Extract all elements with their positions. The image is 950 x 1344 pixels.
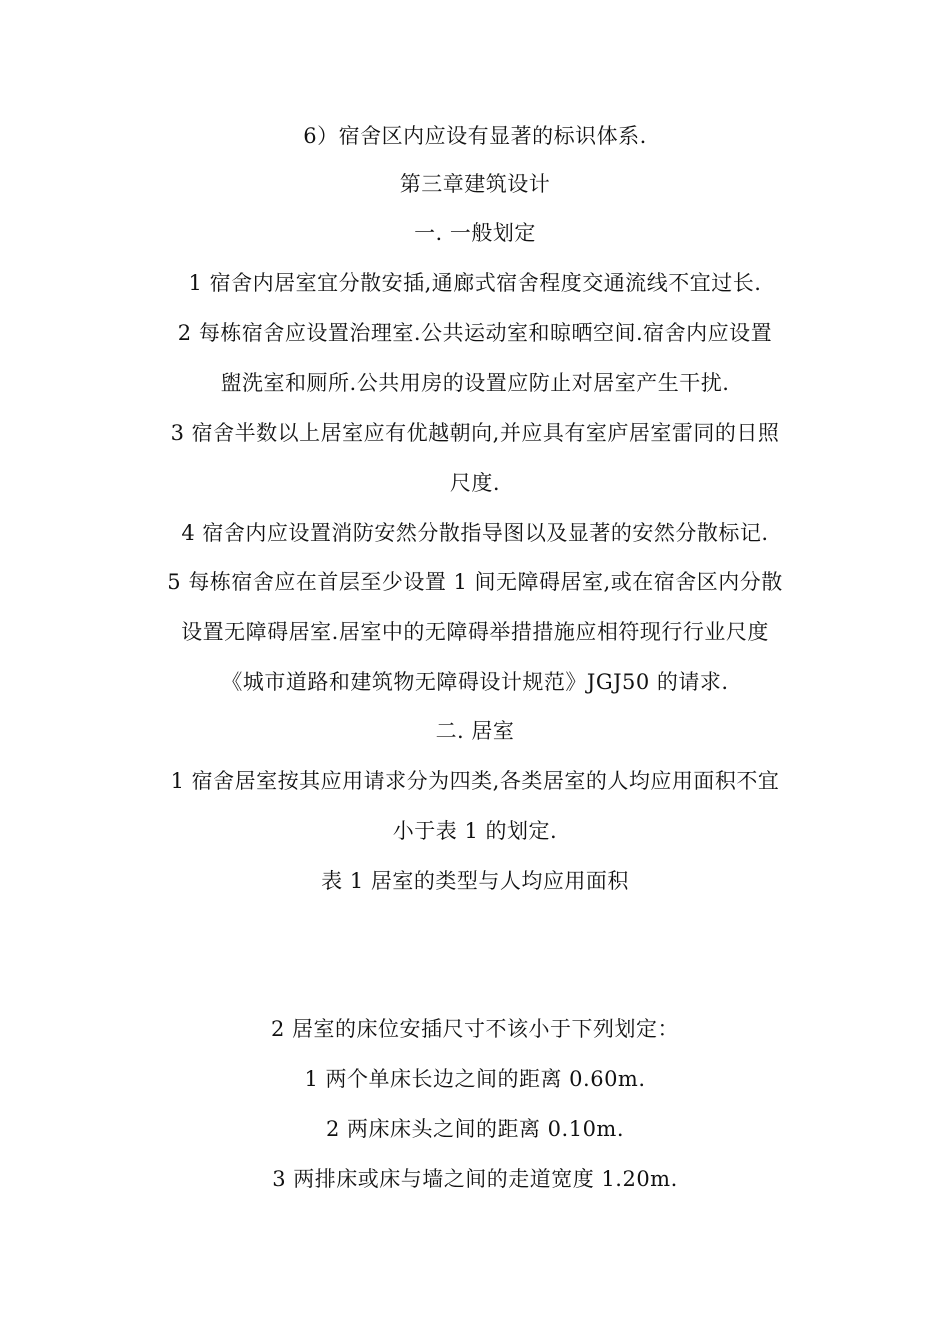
rooms-paragraph-1-line-1: 1 宿舍居室按其应用请求分为四类,各类居室的人均应用面积不宜 xyxy=(170,769,780,793)
paragraph-2-line-2: 盥洗室和厕所.公共用房的设置应防止对居室产生干扰. xyxy=(220,371,730,395)
rooms-paragraph-2: 2 居室的床位安插尺寸不该小于下列划定： xyxy=(270,1017,680,1041)
paragraph-5-line-1: 5 每栋宿舍应在首层至少设置 1 间无障碍居室,或在宿舍区内分散 xyxy=(167,570,783,594)
paragraph-3-line-1: 3 宿舍半数以上居室应有优越朝向,并应具有室庐居室雷同的日照 xyxy=(170,421,780,445)
paragraph-2-line-1: 2 每栋宿舍应设置治理室.公共运动室和晾晒空间.宿舍内应设置 xyxy=(177,321,773,345)
section-heading-general: 一. 一般划定 xyxy=(414,221,536,245)
paragraph-3-line-2: 尺度. xyxy=(449,471,501,495)
bed-spacing-item-3: 3 两排床或床与墙之间的走道宽度 1.20m. xyxy=(272,1167,678,1191)
table-caption: 表 1 居室的类型与人均应用面积 xyxy=(321,869,629,893)
chapter-title: 第三章建筑设计 xyxy=(399,172,551,196)
paragraph-5-line-2: 设置无障碍居室.居室中的无障碍举措措施应相符现行行业尺度 xyxy=(181,620,769,644)
rooms-paragraph-1-line-2: 小于表 1 的划定. xyxy=(392,819,558,843)
paragraph-5-line-3: 《城市道路和建筑物无障碍设计规范》JGJ50 的请求. xyxy=(221,670,729,694)
bed-spacing-item-2: 2 两床床头之间的距离 0.10m. xyxy=(325,1117,625,1141)
paragraph-1: 1 宿舍内居室宜分散安插,通廊式宿舍程度交通流线不宜过长. xyxy=(188,271,762,295)
list-item-6-signage: 6）宿舍区内应设有显著的标识体系. xyxy=(303,124,647,148)
section-heading-rooms: 二. 居室 xyxy=(435,719,515,743)
bed-spacing-item-1: 1 两个单床长边之间的距离 0.60m. xyxy=(304,1067,646,1091)
paragraph-4: 4 宿舍内应设置消防安然分散指导图以及显著的安然分散标记. xyxy=(181,521,769,545)
